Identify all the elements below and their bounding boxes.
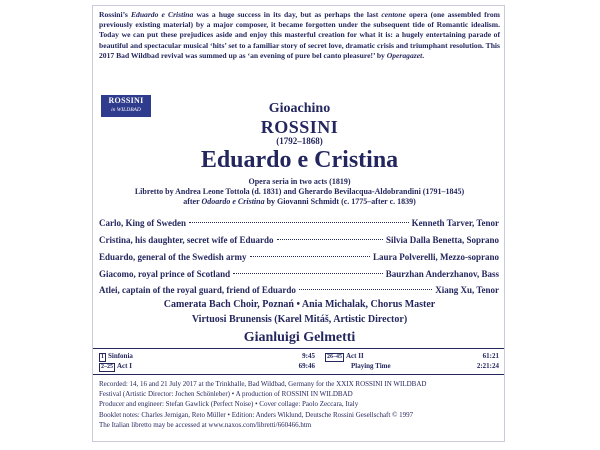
playing-time-value: 2:21:24 [476,362,499,370]
track-entry [99,362,132,372]
back-cover-panel [92,5,505,442]
libretto-credit: Libretto by Andrea Leone Tottola (d. 1831) and Gherardo Bevilacqua-Aldobrandini (1791–1845) [134,187,465,196]
leader-dots [233,273,383,274]
intro-text: . [422,50,425,60]
cast-singer: Xiang Xu, Tenor [435,285,499,295]
source-credit [93,197,506,207]
cast-singer: Baurzhan Anderzhanov, Bass [385,269,499,279]
intro-opera-title: Eduardo e Cristina [130,10,194,19]
cast-row [99,268,499,280]
choir-credit: Camerata Bach Choir, Poznań • Ania Michalak, Chorus Master [163,299,436,310]
leader-dots [250,256,370,257]
divider-line [93,348,504,349]
leader-dots [189,222,409,223]
intro-text: opera (one assembled from previously existing material) by a major composer, it became forgotten under the subsequent tide of Romantic idealism. Today we can put these prejudices aside and enjoy this masterful creation for what it is: a hugely entertaining parade of beautiful and spectacular musical ‘hits’ set to a familiar story of secret love, dramatic crisis and triumphant resolution. This 2017 Bad Wildbad revival was summed up as ‘an evening of pure bel canto pleasure!’ by [99,10,500,60]
leader-dots [299,289,432,290]
source-text: after [183,197,202,206]
source-text: by Giovanni Schmidt (c. 1775–after c. 1839) [264,197,416,206]
credit-line: Producer and engineer: Stefan Gawlick (Perfect Noise) • Cover collage: Paolo Zeccara, Italy [99,400,359,409]
orchestra-credit: Virtuosi Brunensis (Karel Mitáš, Artistic Director) [191,314,408,325]
leader-dots [277,239,383,240]
intro-text: was a huge success in its day, but as perhaps the last [193,10,382,19]
composer-last-name: ROSSINI [260,117,339,137]
composer-dates: (1792–1868) [276,136,323,146]
opera-title: Eduardo e Cristina [200,147,399,173]
intro-source: Operagazet [386,50,423,60]
track-title: Act I [117,362,132,370]
playing-time-label: Playing Time [351,362,391,370]
cast-row [99,284,499,296]
cast-role: Eduardo, general of the Swedish army [99,252,247,262]
cast-row [99,251,499,263]
intro-text: Rossini’s [99,10,131,19]
track-number: 26–45 [327,354,342,360]
track-number: 1 [101,354,104,360]
composer-first-name: Gioachino [268,101,331,116]
production-credits [99,379,499,430]
intro-paragraph [99,10,500,61]
cast-role: Cristina, his daughter, secret wife of Eduardo [99,235,274,245]
cast-row [99,217,499,229]
cast-singer: Silvia Dalla Benetta, Soprano [385,235,499,245]
track-number: 2–25 [101,364,113,370]
source-title: Odoardo e Cristina [201,197,265,206]
cast-singer: Kenneth Tarver, Tenor [411,218,499,228]
track-title: Act II [346,352,364,360]
track-title: Sinfonia [108,352,133,360]
credit-line: Booklet notes: Charles Jernigan, Reto Müller • Edition: Anders Wiklund, Deutsche Rossini Gesellschaft © 1997 [99,410,414,419]
divider-line [93,374,504,375]
track-entry [325,352,364,362]
track-time: 61:21 [482,352,499,360]
conductor-credit: Gianluigi Gelmetti [243,330,356,345]
track-time: 69:46 [298,362,315,370]
cast-role: Giacomo, royal prince of Scotland [99,269,231,279]
opera-genre: Opera seria in two acts (1819) [248,177,351,186]
credit-line: Recorded: 14, 16 and 21 July 2017 at the Trinkhalle, Bad Wildbad, Germany for the XXIX ROSSINI IN WILDBAD [99,380,427,388]
track-time: 9:45 [302,352,315,360]
cast-singer: Laura Polverelli, Mezzo-soprano [372,252,499,262]
logo-line2: in WILDBAD [111,107,141,113]
cast-role: Atlei, captain of the royal guard, friend of Eduardo [99,285,296,295]
credit-line: The Italian libretto may be accessed at www.naxos.com/libretti/660466.htm [99,420,312,429]
logo-line1: ROSSINI [108,96,144,105]
track-entry [99,352,133,362]
cast-row [99,234,499,246]
credit-line: Festival (Artistic Director: Jochen Schönleber) • A production of ROSSINI IN WILDBAD [99,390,353,399]
cast-role: Carlo, King of Sweden [99,218,187,228]
intro-term: centone [381,10,406,19]
